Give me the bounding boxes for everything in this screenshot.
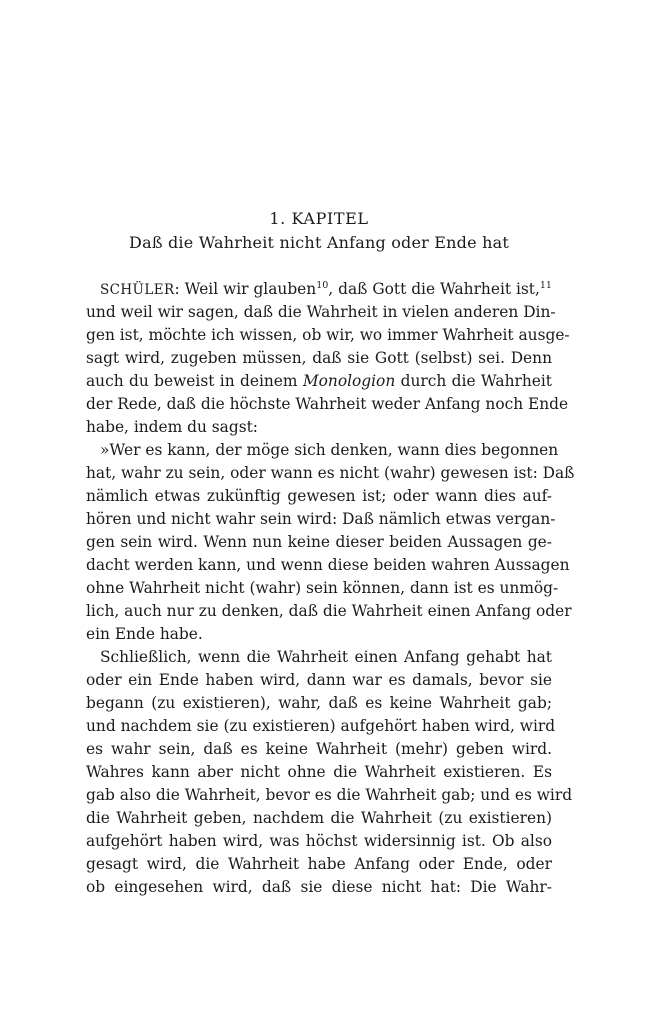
text-line: Wahres kann aber nicht ohne die Wahrheit existieren. Es [86,763,552,781]
chapter-number: 1. KAPITEL [269,209,369,228]
footnote-ref: 10 [316,280,329,291]
text-line: und weil wir sagen, daß die Wahrheit in vielen anderen Din- [86,303,556,321]
text-line: nämlich etwas zukünftig gewesen ist; oder wann dies auf- [86,487,552,505]
speaker-label: SCHÜLER [100,282,175,298]
text-line: die Wahrheit geben, nachdem die Wahrheit (zu existieren) [86,809,552,827]
text-line: ob eingesehen wird, daß sie diese nicht hat: Die Wahr- [86,878,552,896]
text-line: es wahr sein, daß es keine Wahrheit (mehr) geben wird. [86,740,552,758]
text-line: der Rede, daß die höchste Wahrheit weder Anfang noch Ende [86,395,569,413]
text-line: dacht werden kann, und wenn diese beiden wahren Aussagen [86,556,570,574]
footnote-ref: 11 [539,280,552,291]
text-line: gab also die Wahrheit, bevor es die Wahrheit gab; und es wird [86,786,573,804]
text-line: und nachdem sie (zu existieren) aufgehört haben wird, wird [86,717,556,735]
text-line: gen sein wird. Wenn nun keine dieser beiden Aussagen ge- [86,533,552,551]
text-line: hat, wahr zu sein, oder wann es nicht (wahr) gewesen ist: Daß [86,464,575,482]
text-line: oder ein Ende haben wird, dann war es damals, bevor sie [86,671,552,689]
body-text [86,278,575,899]
text-line: sagt wird, zugeben müssen, daß sie Gott (selbst) sei. Denn [86,349,552,367]
text-line: hören und nicht wahr sein wird: Daß nämlich etwas vergan- [86,510,556,528]
text-line: auch du beweist in deinem Monologion durch die Wahrheit [86,372,552,390]
text-line: gesagt wird, die Wahrheit habe Anfang oder Ende, oder [86,855,552,873]
text-line: gen ist, möchte ich wissen, ob wir, wo immer Wahrheit ausge- [86,326,570,344]
text-line: begann (zu existieren), wahr, daß es keine Wahrheit gab; [86,694,552,712]
text-line: SCHÜLER: Weil wir glauben$^{10}$, daß Gott die Wahrheit ist,$^{11}$ [100,280,552,298]
text-line: Schließlich, wenn die Wahrheit einen Anfang gehabt hat [100,648,552,666]
book-title-italic: Monologion [302,372,396,390]
text-line: »Wer es kann, der möge sich denken, wann dies begonnen [100,441,559,459]
chapter-title: Daß die Wahrheit nicht Anfang oder Ende hat [129,233,509,252]
text-line: lich, auch nur zu denken, daß die Wahrheit einen Anfang oder [86,602,572,620]
text-line: aufgehört haben wird, was höchst widersinnig ist. Ob also [86,832,552,850]
text-line: ohne Wahrheit nicht (wahr) sein können, dann ist es unmög- [86,579,559,597]
text-line: ein Ende habe. [86,625,203,643]
text-line: habe, indem du sagst: [86,418,258,436]
